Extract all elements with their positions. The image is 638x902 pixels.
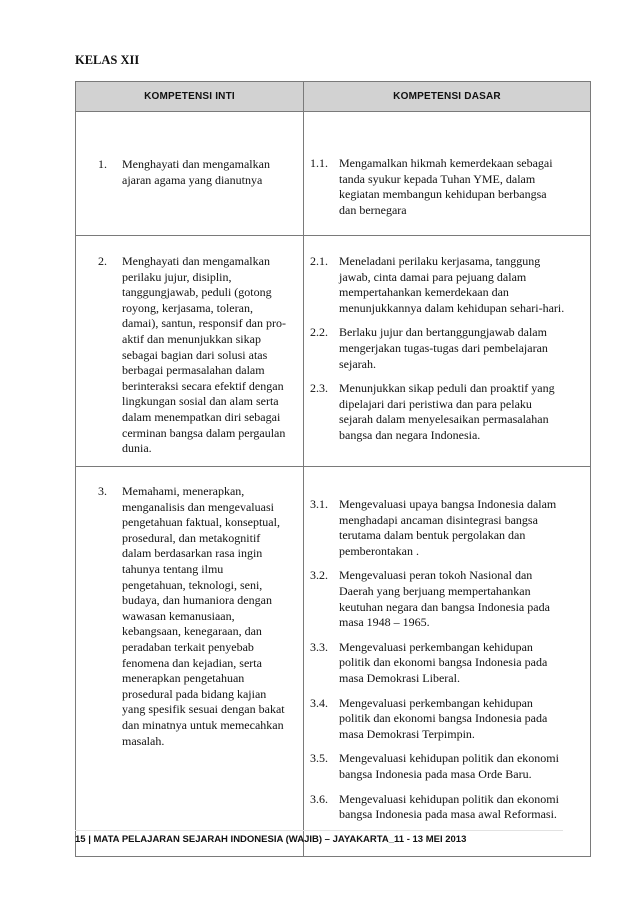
text-line: kebangsaan, kenegaraan, dan: [122, 624, 262, 639]
kd-text: [339, 325, 584, 372]
table-row: [76, 236, 591, 467]
text-line: kegiatan membangun kehidupan berbangsa: [339, 187, 547, 202]
page-footer: 15 | MATA PELAJARAN SEJARAH INDONESIA (WAJIB) – JAYAKARTA_11 - 13 MEI 2013: [75, 834, 467, 845]
text-line: peradaban terkait penyebab: [122, 639, 254, 654]
ki-text: [122, 157, 297, 188]
kd-text: [339, 568, 584, 630]
text-line: Mengevaluasi kehidupan politik dan ekonomi: [339, 791, 559, 806]
text-line: menunjukkannya dalam kehidupan sehari-hari.: [339, 300, 565, 315]
text-line: prosedural, dan metakognitif: [122, 530, 261, 545]
text-line: prosedural pada bidang kajian: [122, 686, 267, 701]
kd-item: [310, 568, 584, 630]
text-line: tanda syukur kepada Tuhan YME, dalam: [339, 171, 536, 186]
text-line: masa Demokrasi Liberal.: [339, 670, 460, 685]
text-line: Mengevaluasi kehidupan politik dan ekonomi: [339, 751, 559, 766]
text-line: masa 1948 – 1965.: [339, 615, 430, 630]
text-line: Mengevaluasi peran tokoh Nasional dan: [339, 568, 533, 583]
table-row: [76, 467, 591, 857]
text-line: menerapkan pengetahuan: [122, 671, 245, 686]
text-line: mempertahankan kemerdekaan dan: [339, 285, 509, 300]
text-line: dipelajari dari peristiwa dan para pelaku: [339, 396, 532, 411]
text-line: politik dan ekonomi bangsa Indonesia pada: [339, 711, 548, 726]
table-row: [76, 112, 591, 236]
kd-cell: [304, 236, 591, 467]
kd-item: [310, 156, 584, 218]
kd-number: 1.1.: [310, 156, 328, 170]
kd-number: 3.2.: [310, 568, 328, 583]
ki-text: [122, 254, 297, 457]
ki-cell: [76, 112, 304, 236]
kd-text: [339, 381, 584, 443]
text-line: lingkungan sosial dan alam serta: [122, 394, 279, 409]
text-line: ajaran agama yang dianutnya: [122, 172, 263, 187]
kd-item: [310, 751, 584, 782]
kd-text: [339, 751, 584, 782]
text-line: Mengevaluasi perkembangan kehidupan: [339, 695, 533, 710]
text-line: menghadapi ancaman disintegrasi bangsa: [339, 512, 538, 527]
ki-cell: [76, 236, 304, 467]
text-line: dalam berdasarkan rasa ingin: [122, 546, 263, 561]
text-line: berbagai permasalahan dalam: [122, 363, 265, 378]
kd-number: 3.1.: [310, 497, 328, 511]
text-line: berinteraksi secara efektif dengan: [122, 378, 284, 393]
text-line: dalam menempatkan diri sebagai: [122, 409, 281, 424]
text-line: politik dan ekonomi bangsa Indonesia pada: [339, 655, 548, 670]
text-line: terutama dalam bentuk pergolakan dan: [339, 528, 526, 543]
text-line: mengerjakan tugas-tugas dari pembelajaran: [339, 340, 548, 355]
text-line: Menghayati dan mengamalkan: [122, 254, 270, 268]
text-line: bangsa dan negara Indonesia.: [339, 427, 481, 442]
kd-cell: [304, 112, 591, 236]
ki-item: [98, 157, 297, 188]
ki-item: [98, 254, 297, 457]
kd-item: [310, 792, 584, 823]
kd-number: 2.2.: [310, 325, 328, 340]
kd-item: [310, 640, 584, 687]
kd-item: [310, 254, 584, 316]
ki-text: [122, 484, 297, 749]
kd-item: [310, 381, 584, 443]
text-line: Menghayati dan mengamalkan: [122, 157, 270, 171]
ki-cell: [76, 467, 304, 857]
text-line: perilaku jujur, disiplin,: [122, 269, 232, 284]
text-line: tanggungjawab, peduli (gotong: [122, 285, 272, 300]
text-line: menganalisis dan mengevaluasi: [122, 499, 274, 514]
kd-number: 3.6.: [310, 791, 328, 806]
text-line: Mengevaluasi perkembangan kehidupan: [339, 639, 533, 654]
kd-number: 3.4.: [310, 695, 328, 710]
text-line: dan minatnya untuk memecahkan: [122, 717, 284, 732]
ki-item: [98, 484, 297, 749]
text-line: damai), santun, responsif dan pro-: [122, 316, 286, 331]
kd-text: [339, 497, 584, 559]
text-line: budaya, dan humaniora dengan: [122, 593, 272, 608]
text-line: tahunya tentang ilmu: [122, 561, 224, 576]
text-line: bangsa Indonesia pada masa Orde Baru.: [339, 766, 532, 781]
kd-number: 3.5.: [310, 751, 328, 766]
text-line: pengetahuan, teknologi, seni,: [122, 577, 263, 592]
text-line: Berlaku jujur dan bertanggungjawab dalam: [339, 325, 547, 340]
table-header-row: [76, 82, 591, 112]
text-line: dan bernegara: [339, 202, 407, 217]
text-line: bangsa Indonesia pada masa awal Reformasi.: [339, 807, 557, 822]
ki-number: 2.: [98, 254, 107, 268]
text-line: Daerah yang berjuang mempertahankan: [339, 583, 531, 598]
text-line: pengetahuan faktual, konseptual,: [122, 515, 280, 530]
kd-text: [339, 254, 584, 316]
text-line: Meneladani perilaku kerjasama, tanggung: [339, 254, 541, 268]
text-line: Mengamalkan hikmah kemerdekaan sebagai: [339, 156, 553, 170]
text-line: yang spesifik sesuai dengan bakat: [122, 702, 285, 717]
text-line: fenomena dan kejadian, serta: [122, 655, 262, 670]
text-line: keutuhan negara dan bangsa Indonesia pada: [339, 599, 550, 614]
text-line: masa Demokrasi Terpimpin.: [339, 726, 475, 741]
text-line: cerminan bangsa dalam pergaulan: [122, 425, 286, 440]
text-line: masalah.: [122, 733, 165, 748]
text-line: Menunjukkan sikap peduli dan proaktif yang: [339, 381, 555, 396]
header-kompetensi-inti: KOMPETENSI INTI: [76, 82, 304, 112]
ki-number: 3.: [98, 484, 107, 498]
text-line: aktif dan menunjukkan sikap: [122, 331, 261, 346]
text-line: royong, kerjasama, toleran,: [122, 300, 253, 315]
kd-item: [310, 696, 584, 743]
kd-item: [310, 497, 584, 559]
text-line: sebagai bagian dari solusi atas: [122, 347, 268, 362]
header-kompetensi-dasar: KOMPETENSI DASAR: [304, 82, 591, 112]
text-line: Mengevaluasi upaya bangsa Indonesia dalam: [339, 497, 557, 511]
kd-number: 2.3.: [310, 381, 328, 396]
kd-number: 3.3.: [310, 639, 328, 654]
kd-text: [339, 156, 584, 218]
kd-text: [339, 640, 584, 687]
ki-number: 1.: [98, 157, 107, 171]
text-line: pemberontakan .: [339, 543, 419, 558]
competency-table: [75, 81, 591, 857]
text-line: dunia.: [122, 441, 152, 456]
kd-item: [310, 325, 584, 372]
text-line: jawab, cinta damai para pejuang dalam: [339, 269, 527, 284]
kd-number: 2.1.: [310, 254, 328, 268]
kd-cell: [304, 467, 591, 857]
footer-divider: [75, 830, 563, 831]
text-line: sejarah.: [339, 356, 376, 371]
text-line: sejarah dalam menyelesaikan permasalahan: [339, 412, 549, 427]
text-line: wawasan kemanusiaan,: [122, 608, 235, 623]
section-heading: KELAS XII: [75, 53, 140, 67]
text-line: Memahami, menerapkan,: [122, 484, 245, 498]
kd-text: [339, 696, 584, 743]
kd-text: [339, 792, 584, 823]
